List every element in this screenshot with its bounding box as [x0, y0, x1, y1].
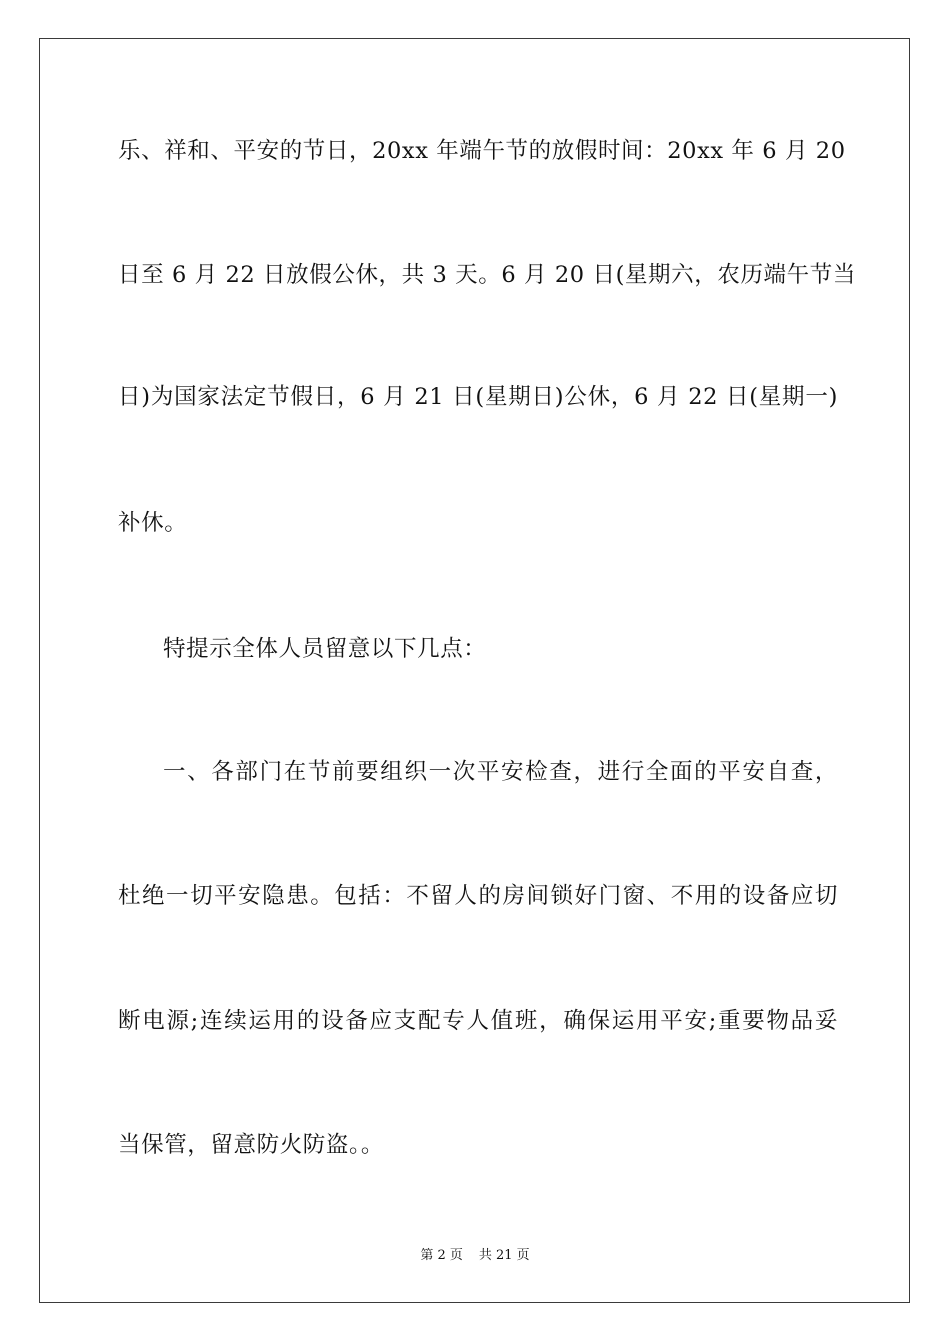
body-line-4: 补休。	[118, 510, 188, 536]
item-one-line-2: 杜绝一切平安隐患。包括：不留人的房间锁好门窗、不用的设备应切	[118, 883, 838, 909]
page-total: 共 21 页	[478, 1248, 530, 1263]
body-line-1: 乐、祥和、平安的节日，20xx 年端午节的放假时间：20xx 年 6 月 20	[118, 138, 846, 164]
item-one-line-3: 断电源;连续运用的设备应支配专人值班，确保运用平安;重要物品妥	[118, 1008, 838, 1034]
body-line-3: 日)为国家法定节假日，6 月 21 日(星期日)公休，6 月 22 日(星期一)	[118, 384, 838, 410]
item-one-line-4: 当保管，留意防火防盗。。	[118, 1132, 384, 1158]
page-footer	[0, 1248, 950, 1264]
notice-intro: 特提示全体人员留意以下几点：	[163, 636, 487, 662]
page-border	[39, 38, 910, 1303]
page-number: 第 2 页	[420, 1248, 463, 1263]
item-one-line-1: 一、各部门在节前要组织一次平安检查，进行全面的平安自查，	[163, 759, 838, 785]
body-line-2: 日至 6 月 22 日放假公休，共 3 天。6 月 20 日(星期六，农历端午节当	[118, 262, 856, 288]
